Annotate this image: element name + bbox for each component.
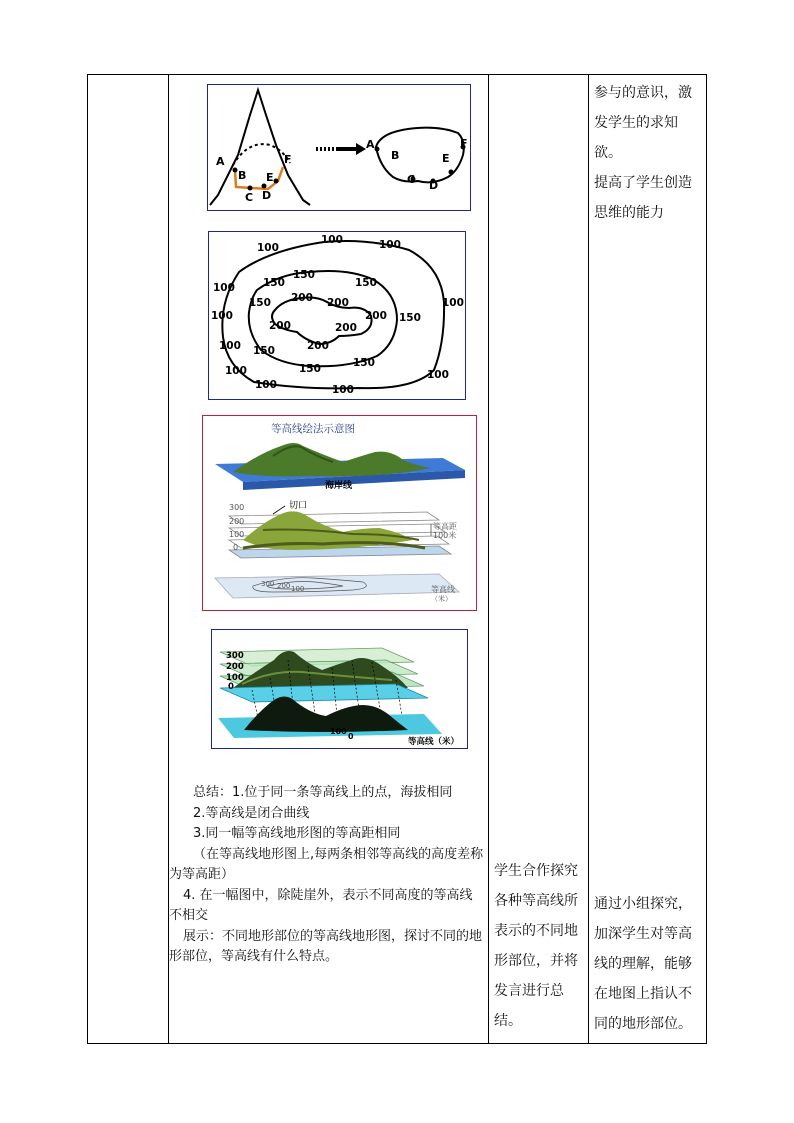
fig3-map-label: 300 [261, 580, 275, 588]
fig3-contour-label: 等高线 [431, 585, 455, 594]
summary-line: 4. 在一幅图中，除陡崖外，表示不同高度的等高线不相交 [169, 887, 473, 923]
activity-line: 发言进行总结。 [494, 983, 564, 1029]
contour-label-150: 150 [299, 363, 321, 375]
contour-label-100: 100 [219, 340, 241, 352]
contour-label-100: 100 [427, 369, 449, 381]
fig1-right-label: E [442, 152, 450, 165]
intent-line: 参与的意识，激 [594, 85, 692, 101]
contour-label-100: 100 [255, 379, 277, 391]
summary-line: 展示：不同地形部位的等高线地形图，探讨不同的地形部位，等高线有什么特点。 [169, 928, 483, 964]
fig1-right-label: C [407, 173, 416, 186]
fig1-right-label: B [391, 149, 400, 162]
contour-label-150: 150 [355, 277, 377, 289]
contour-label-100: 100 [321, 234, 343, 246]
fig1-left-label: E [266, 171, 274, 184]
contour-label-100: 100 [442, 297, 464, 309]
student-activity-cell [494, 856, 586, 1036]
intent-line: 发学生的求知欲。 [594, 115, 678, 161]
fig3-level: 300 [229, 503, 245, 512]
contour-label-150: 150 [263, 277, 285, 289]
fig3-cut-label: 切口 [289, 501, 308, 511]
fig3-title: 等高线绘法示意图 [271, 423, 355, 435]
summary-line: 2.等高线是闭合曲线 [193, 805, 310, 821]
intent-line: 提高了学生创造 [594, 175, 692, 191]
fig4-contour-label: 等高线（米） [408, 737, 460, 747]
summary-line: （在等高线地形图上,每两条相邻等高线的高度差称为等高距） [169, 846, 484, 882]
contour-label-100: 100 [213, 282, 235, 294]
intent-line: 同的地形部位。 [594, 1016, 692, 1032]
fig1-right-label: F [460, 137, 468, 150]
fig1-left-label: C [245, 191, 254, 204]
contour-label-150: 150 [249, 297, 271, 309]
fig1-left-label: B [238, 169, 247, 182]
summary-line: 3.同一幅等高线地形图的等高距相同 [193, 826, 401, 841]
intent-line: 加深学生对等高 [594, 926, 692, 942]
intent-line: 思维的能力 [594, 205, 664, 221]
fig1-left-label: D [262, 189, 272, 202]
contour-label-200: 200 [327, 297, 349, 309]
design-intent-top [594, 78, 704, 228]
figure-layered-terrain [211, 629, 468, 749]
column-divider-3 [588, 75, 589, 1043]
figure-mountain-to-contour [207, 84, 471, 211]
design-intent-bottom [594, 889, 704, 1039]
contour-label-200: 200 [365, 310, 387, 322]
arrow-right-icon [316, 143, 366, 155]
fig3-interval-label: 等高距 [433, 522, 457, 531]
fig1-left-label: A [216, 155, 225, 168]
fig3-level: 200 [229, 517, 245, 526]
fig3-interval-value: 100米 [433, 531, 457, 540]
contour-label-200: 200 [269, 320, 291, 332]
contour-label-200: 200 [335, 322, 357, 334]
fig1-right-label: D [429, 179, 439, 192]
fig3-map-label: 100 [291, 585, 305, 593]
contour-label-100: 100 [257, 242, 279, 254]
contour-label-100: 100 [211, 310, 233, 322]
fig4-level: 100 [226, 673, 244, 683]
contour-label-150: 150 [293, 269, 315, 281]
contour-label-150: 150 [353, 357, 375, 369]
fig4-level: 200 [226, 662, 244, 672]
figure-contour-map [208, 231, 466, 400]
fig4-bottom-label: 0 [348, 732, 354, 741]
fig1-left-label: F [284, 153, 292, 166]
contour-label-100: 100 [379, 239, 401, 251]
fig3-level: 0 [233, 543, 239, 552]
contour-label-200: 200 [291, 292, 313, 304]
contour-label-150: 150 [399, 312, 421, 324]
intent-line: 在地图上指认不 [594, 986, 692, 1002]
intent-line: 线的理解，能够 [594, 956, 692, 972]
contour-label-150: 150 [253, 345, 275, 357]
activity-line: 学生合作探究 [494, 863, 578, 879]
summary-block [169, 783, 485, 968]
contour-label-200: 200 [307, 340, 329, 352]
activity-line: 表示的不同地 [494, 923, 578, 939]
fig3-unit-label: （米） [431, 595, 452, 603]
fig4-level: 0 [228, 682, 234, 692]
activity-line: 形部位，并将 [494, 953, 578, 969]
summary-line: 总结：1.位于同一条等高线上的点，海拔相同 [193, 785, 453, 800]
fig4-bottom-label: 100 [330, 727, 347, 736]
contour-label-100: 100 [332, 384, 354, 396]
fig3-coastline-label: 海岸线 [325, 481, 353, 491]
figure-contour-drawing [202, 415, 477, 611]
column-divider-2 [488, 75, 489, 1043]
contour-label-100: 100 [225, 365, 247, 377]
fig3-level: 100 [229, 530, 245, 539]
intent-line: 通过小组探究， [594, 896, 692, 912]
fig4-level: 300 [226, 651, 244, 661]
fig3-map-label: 200 [277, 582, 291, 590]
activity-line: 各种等高线所 [494, 893, 578, 909]
fig1-right-label: A [366, 138, 375, 151]
